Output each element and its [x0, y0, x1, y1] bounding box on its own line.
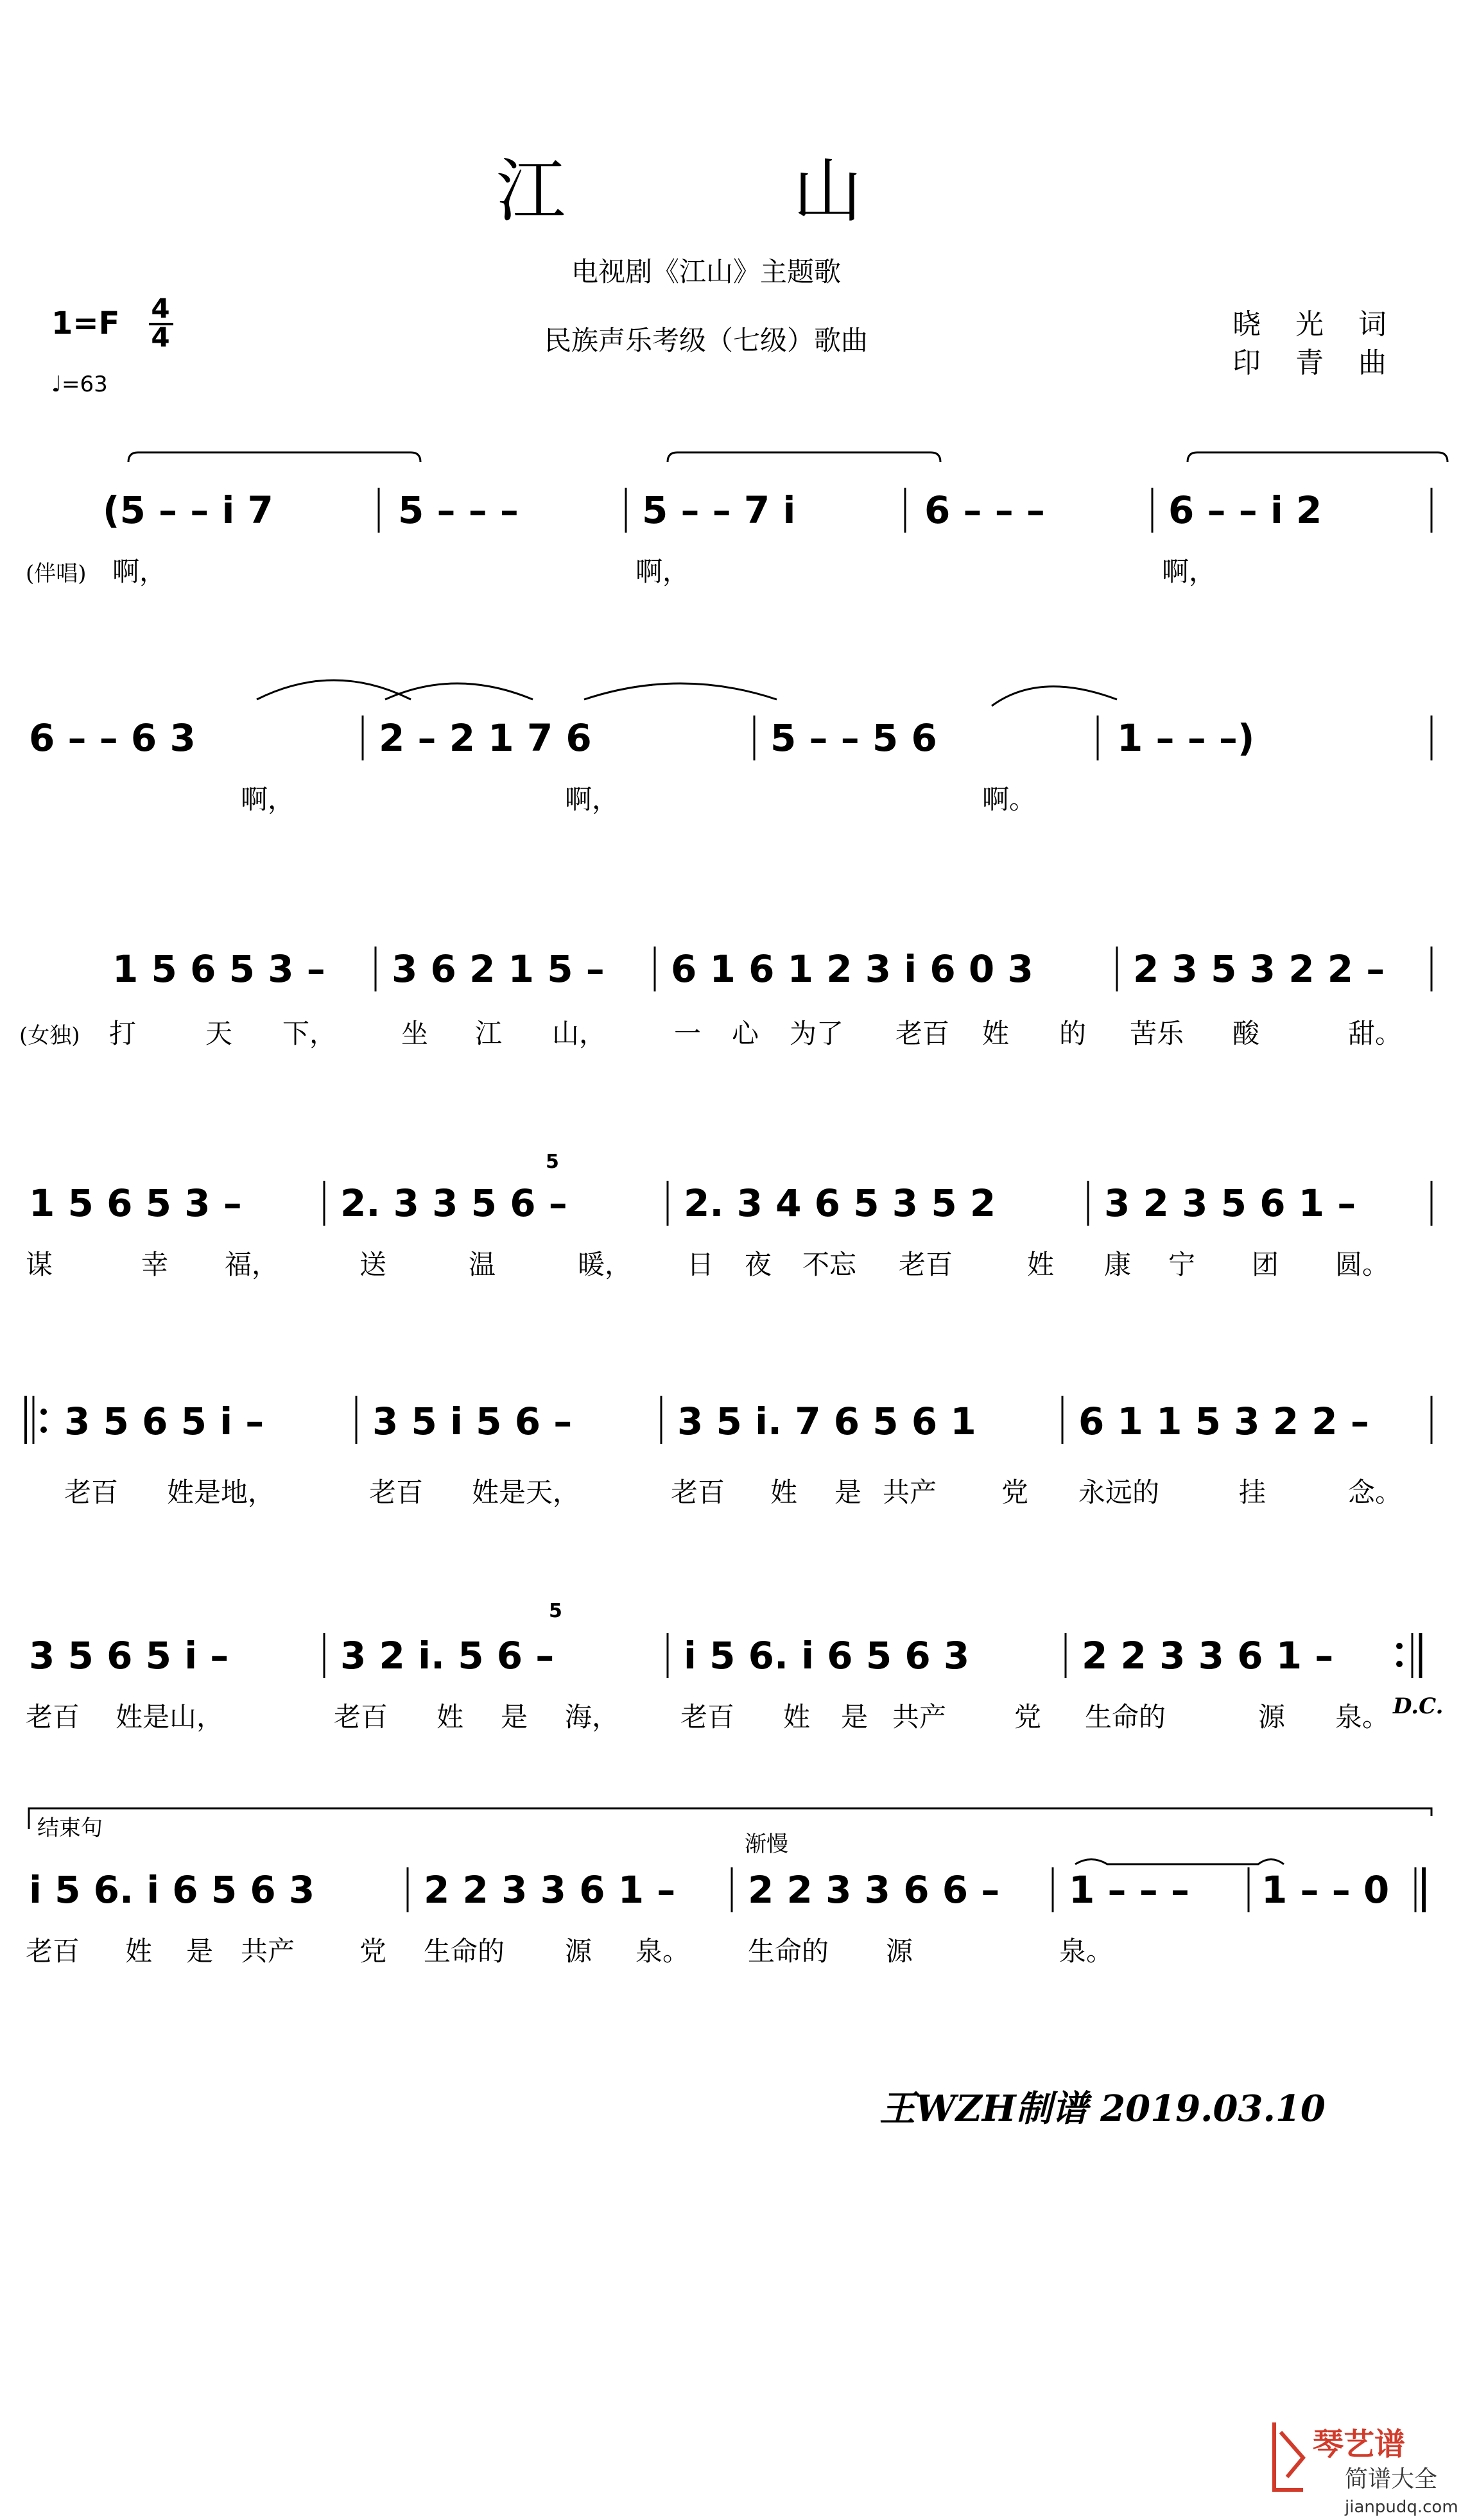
slur: [992, 687, 1117, 706]
lyric: 生命的: [1085, 1701, 1166, 1733]
lyric: 啊，: [1162, 556, 1216, 587]
measure-notes: 1 – – –): [1117, 716, 1255, 760]
lyric: 共产: [241, 1935, 295, 1967]
lyric: 老百: [895, 1018, 950, 1049]
lyric: 党: [1014, 1701, 1042, 1733]
score-row-7: [26, 1808, 1431, 1967]
repeat-dot: [40, 1409, 47, 1415]
lyric: 苦乐: [1130, 1018, 1184, 1049]
lyric: 源: [886, 1935, 913, 1967]
measure-notes: 2. 3 4 6 5 3 5 2: [684, 1181, 996, 1225]
lyric: 姓: [770, 1477, 798, 1508]
score-row-2: [29, 680, 1431, 815]
lyric: 是: [186, 1935, 214, 1967]
lyric: 山，: [552, 1018, 607, 1049]
measure-notes: 1 – – 0: [1261, 1868, 1390, 1912]
score-row-5: [26, 1396, 1431, 1508]
measure-notes: 5 – – 5 6: [770, 716, 937, 760]
repeat-dot: [40, 1427, 47, 1433]
section-label: 结束句: [37, 1815, 103, 1841]
measure-notes: 1 – – –: [1069, 1868, 1189, 1912]
ending-bracket: [29, 1808, 1431, 1829]
measure-notes: 3 5 i 5 6 –: [372, 1400, 573, 1443]
lyric: 团: [1252, 1249, 1279, 1280]
measure-notes: 6 1 1 5 3 2 2 –: [1078, 1400, 1369, 1443]
lyric: 啊，: [565, 784, 619, 815]
measure-notes: 6 – – –: [924, 488, 1045, 532]
subtitle: 电视剧《江山》主题歌: [571, 256, 842, 287]
lyric: 老百: [369, 1477, 424, 1508]
lyric: 心: [732, 1018, 759, 1049]
brand-text: 简谱大全: [1345, 2466, 1438, 2492]
lyric: 温: [469, 1249, 496, 1280]
measure-notes: (5 – – i 7: [103, 488, 273, 532]
lyric: 老百: [334, 1701, 388, 1733]
lyric: 源: [565, 1935, 592, 1967]
brand-url: jianpudq.com: [1345, 2498, 1458, 2517]
time-sig-top: 4: [151, 293, 170, 324]
lyric: 姓是地，: [167, 1477, 275, 1508]
lyric: 是: [501, 1701, 528, 1733]
repeat-dot: [1396, 1643, 1403, 1649]
lyric: 党: [1001, 1477, 1029, 1508]
lyric: 姓是天，: [472, 1477, 580, 1508]
lyric: 夜: [745, 1249, 772, 1280]
lyric: 生命的: [748, 1935, 829, 1967]
measure-notes: 3 2 i. 5 6 –: [340, 1634, 555, 1677]
lyric: 啊，: [112, 556, 167, 587]
measure-notes: 3 5 6 5 i –: [29, 1634, 229, 1677]
ritardando-label: 渐慢: [745, 1831, 788, 1857]
lyric: 老百: [680, 1701, 735, 1733]
score-row-4: [26, 1151, 1431, 1280]
measure-notes: 3 5 i. 7 6 5 6 1: [677, 1400, 976, 1443]
lyric: 老百: [64, 1477, 119, 1508]
measure-notes: 2 2 3 3 6 1 –: [424, 1868, 676, 1912]
measure-notes: 6 – – 6 3: [29, 716, 196, 760]
score-row-6: [26, 1600, 1443, 1733]
brand-name: 琴艺谱: [1313, 2426, 1406, 2462]
lyric: 姓: [437, 1701, 464, 1733]
measure-notes: 6 – – i 2: [1168, 488, 1322, 532]
lyric: 是: [841, 1701, 869, 1733]
measure-notes: 1 5 6 5 3 –: [112, 947, 325, 991]
lyric: 天: [205, 1018, 233, 1049]
slur: [1188, 452, 1448, 462]
slur: [128, 452, 420, 462]
lyric: 为了: [790, 1018, 844, 1049]
lyric: 打: [109, 1018, 137, 1049]
site-watermark: [1274, 2422, 1458, 2517]
tempo-mark: ♩=63: [51, 372, 108, 397]
grace-note: 5: [546, 1151, 559, 1173]
measure-notes: 2. 3 3 5 6 –: [340, 1181, 567, 1225]
lyric: 老百: [26, 1701, 80, 1733]
composer-credit: 印 青 曲: [1232, 347, 1399, 379]
lyric: 的: [1059, 1018, 1087, 1049]
lyric: 挂: [1239, 1477, 1266, 1508]
measure-notes: 3 2 3 5 6 1 –: [1104, 1181, 1356, 1225]
lyric: 老百: [671, 1477, 725, 1508]
lyric: 共产: [883, 1477, 937, 1508]
lyric: 康: [1104, 1249, 1132, 1280]
key-signature: 1=F: [51, 305, 120, 341]
lyric: 海，: [565, 1701, 619, 1733]
lyric: 泉。: [1059, 1935, 1114, 1967]
exam-note: 民族声乐考级（七级）歌曲: [544, 325, 869, 356]
lyric: 谋: [26, 1249, 53, 1280]
brand-logo-icon: [1274, 2422, 1303, 2490]
lyric: 生命的: [424, 1935, 505, 1967]
score-row-1: [26, 452, 1448, 587]
slur: [668, 452, 940, 462]
lyricist-credit: 晓 光 词: [1232, 308, 1399, 341]
slur: [584, 683, 777, 699]
measure-notes: 2 3 5 3 2 2 –: [1133, 947, 1385, 991]
lyric: 姓: [982, 1018, 1010, 1049]
measure-notes: 5 – – 7 i: [642, 488, 796, 532]
lyric: 幸: [141, 1249, 169, 1280]
transcriber-signature: 王WZH制谱 2019.03.10: [879, 2087, 1326, 2130]
lyric: 泉。: [1335, 1701, 1390, 1733]
measure-notes: 3 5 6 5 i –: [64, 1400, 264, 1443]
lyric: 江: [475, 1018, 503, 1049]
time-sig-bottom: 4: [151, 321, 170, 353]
lyric: 啊，: [241, 784, 295, 815]
dc-mark: D.C.: [1393, 1693, 1444, 1719]
song-title: 江 山: [496, 151, 965, 232]
voice-label: (女独): [19, 1023, 80, 1049]
lyric: 念。: [1348, 1477, 1403, 1508]
slur: [1075, 1860, 1284, 1865]
lyric: 宁: [1168, 1249, 1196, 1280]
measure-notes: 1 5 6 5 3 –: [29, 1181, 242, 1225]
lyric: 下，: [282, 1018, 337, 1049]
lyric: 甜。: [1348, 1018, 1403, 1049]
lyric: 暖，: [578, 1249, 632, 1280]
lyric: 酸: [1232, 1018, 1260, 1049]
lyric: 送: [359, 1249, 387, 1280]
lyric: 老百: [899, 1249, 953, 1280]
lyric: 泉。: [635, 1935, 690, 1967]
measure-notes: 2 2 3 3 6 1 –: [1082, 1634, 1334, 1677]
repeat-dot: [1396, 1661, 1403, 1667]
lyric: 共产: [892, 1701, 947, 1733]
measure-notes: 3 6 2 1 5 –: [392, 947, 605, 991]
score-row-3: [19, 947, 1431, 1049]
lyric: 姓: [783, 1701, 811, 1733]
lyric: 永远的: [1078, 1477, 1160, 1508]
lyric: 老百: [26, 1935, 80, 1967]
lyric: 源: [1258, 1701, 1286, 1733]
lyric: 一: [674, 1018, 702, 1049]
measure-notes: i 5 6. i 6 5 6 3: [684, 1634, 970, 1677]
measure-notes: 2 2 3 3 6 6 –: [748, 1868, 1000, 1912]
voice-label: (伴唱): [26, 561, 87, 587]
lyric: 姓是山，: [116, 1701, 224, 1733]
lyric: 坐: [401, 1018, 429, 1049]
lyric: 姓: [125, 1935, 153, 1967]
grace-note: 5: [549, 1600, 562, 1622]
measure-notes: 2 – 2 1 7 6: [379, 716, 592, 760]
lyric: 啊，: [635, 556, 690, 587]
lyric: 不忘: [802, 1249, 857, 1280]
lyric: 党: [359, 1935, 387, 1967]
lyric: 福，: [225, 1249, 279, 1280]
measure-notes: 5 – – –: [398, 488, 519, 532]
lyric: 是: [834, 1477, 862, 1508]
slur: [257, 680, 411, 699]
lyric: 啊。: [982, 784, 1037, 815]
measure-notes: i 5 6. i 6 5 6 3: [29, 1868, 315, 1912]
lyric: 圆。: [1335, 1249, 1390, 1280]
lyric: 姓: [1027, 1249, 1055, 1280]
measure-notes: 6 1 6 1 2 3 i 6 0 3: [671, 947, 1033, 991]
lyric: 日: [687, 1249, 714, 1280]
